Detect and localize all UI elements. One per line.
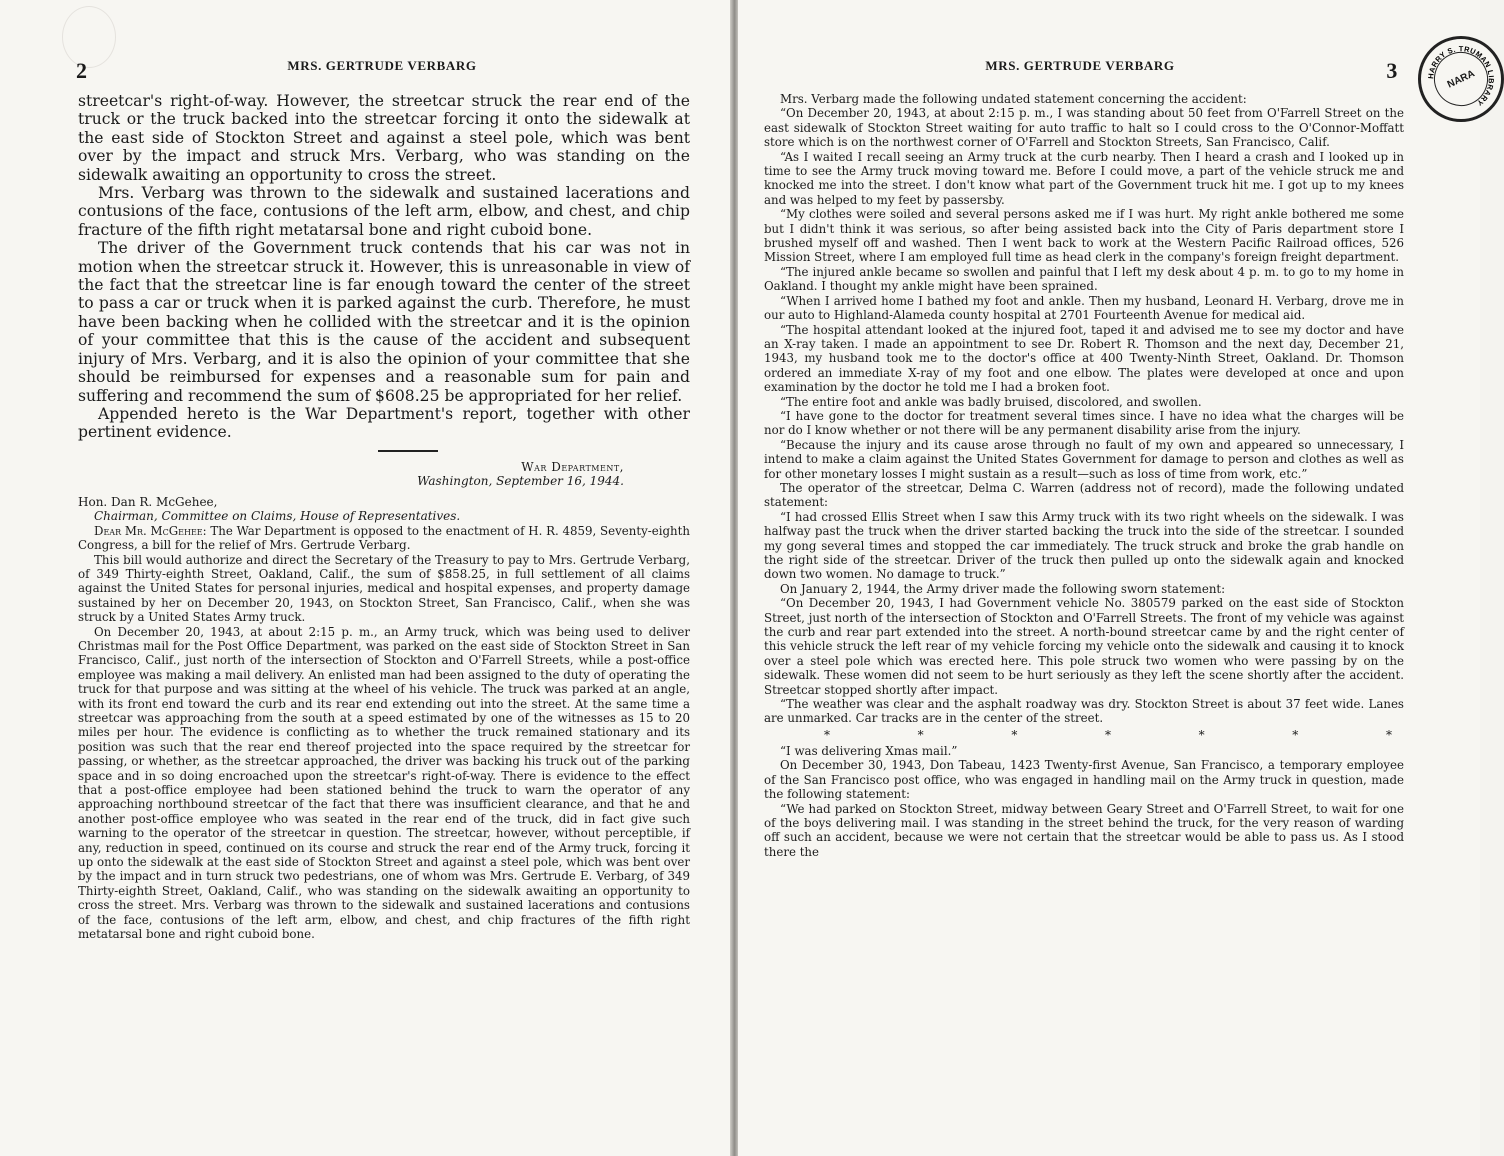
statement-paragraph: “Because the injury and its cause arose through no fault of my own and appeared so unnecessary, I intend to make a claim against the United States Government for damage to person and clothes as well as for other monetary losses I might sustain as a result—such as loss of time from work, etc.”	[764, 437, 1404, 481]
page-right	[738, 0, 1496, 1156]
letter-paragraph: On December 20, 1943, at about 2:15 p. m., an Army truck, which was being used to deliver Christmas mail for the Post Office Department, was parked on the east side of Stockton Street in San Francisco, Calif., just north of the intersection of Stockton and O'Farrell Streets, while a post-office employee was making a mail delivery. An enlisted man had been assigned to the duty of operating the truck for that purpose and was sitting at the wheel of his vehicle. The truck was parked at an angle, with its front end toward the curb and its rear end extending out into the street. At the same time a streetcar was approaching from the south at a speed estimated by one of the witnesses as 15 to 20 miles per hour. The evidence is conflicting as to whether the truck remained stationary and its position was such that the rear end thereof projected into the space required by the streetcar for passing, or whether, as the streetcar approached, the driver was backing his truck out of the parking space and in so doing encroached upon the streetcar's right-of-way. There is evidence to the effect that a post-office employee had been stationed behind the truck to warn the operator of any approaching northbound streetcar of the fact that there was insufficient clearance, and that he and another post-office employee who was seated in the rear end of the truck, did in fact give such warning to the operator of the streetcar in question. The streetcar, however, without perceptible, if any, reduction in speed, continued on its course and struck the rear end of the Army truck, forcing it up onto the sidewalk at the east side of Stockton Street and against a steel pole, which was bent over by the impact and in turn struck two pedestrians, one of whom was Mrs. Gertrude E. Verbarg, of 349 Thirty-eighth Street, Oakland, Calif., who was standing on the sidewalk awaiting an opportunity to cross the street. Mrs. Verbarg was thrown to the sidewalk and sustained lacerations and contusions of the face, contusions of the left arm, elbow, and chest, and chip fractures of the fifth right metatarsal bone and right cuboid bone.	[78, 624, 690, 942]
statement-paragraph: “As I waited I recall seeing an Army truck at the curb nearby. Then I heard a crash and I looked up in time to see the Army truck moving toward me. Before I could move, a part of the vehicle struck me and knocked me into the street. I don't know what part of the Government truck hit me. I got up to my knees and was helped to my feet by passersby.	[764, 149, 1404, 207]
star: *	[1385, 727, 1392, 742]
report-paragraph: The driver of the Government truck contends that his car was not in motion when the streetcar struck it. However, this is unreasonable in view of the fact that the streetcar line is far enough toward the center of the street to pass a car or truck when it is parked against the curb. Therefore, he must have been backing when he collided with the streetcar and it is the opinion of your committee that this is the cause of the accident and subsequent injury of Mrs. Verbarg, and it is also the opinion of your committee that she should be reimbursed for expenses and a reasonable sum for pain and suffering and recommend the sum of $608.25 be appropriated for her relief.	[78, 239, 690, 405]
statement-paragraph: “The hospital attendant looked at the injured foot, taped it and advised me to see my doctor and have an X-ray taken. I made an appointment to see Dr. Robert R. Thomson and the next day, December 21, 1943, my husband took me to the doctor's office at 400 Twenty-Ninth Street, Oakland. Dr. Thomson ordered an immediate X-ray of my foot and one elbow. The plates were developed at once and upon examination by the doctor he told me I had a broken foot.	[764, 322, 1404, 395]
statement-paragraph: “The entire foot and ankle was badly bruised, discolored, and swollen.	[780, 394, 1202, 409]
statement-paragraph: “I had crossed Ellis Street when I saw this Army truck with its two right wheels on the sidewalk. I was halfway past the truck when the driver started backing the truck into the side of the streetcar. I sounded my gong several times and stopped the car immediately. The truck struck and broke the grab handle on the right side of the streetcar. Driver of the truck then pulled up onto the sidewalk again and knocked down two women. No damage to truck.”	[764, 509, 1404, 582]
addressee-name: Hon. Dan R. McGehee,	[78, 494, 218, 509]
letter-addressee	[78, 495, 690, 524]
statement-paragraph: The operator of the streetcar, Delma C. Warren (address not of record), made the following undated statement:	[764, 480, 1404, 510]
statement-paragraph: “I was delivering Xmas mail.”	[780, 743, 958, 758]
star: *	[1011, 727, 1018, 742]
war-department-letter	[78, 524, 690, 942]
running-title: MRS. GERTRUDE VERBARG	[287, 58, 477, 73]
star: *	[1104, 727, 1111, 742]
star: *	[1198, 727, 1205, 742]
dateline-date: Washington, September 16, 1944.	[417, 474, 624, 489]
dateline-org: War Department,	[521, 459, 624, 474]
right-column	[764, 92, 1404, 859]
section-rule	[378, 450, 438, 452]
report-paragraph: streetcar's right-of-way. However, the streetcar struck the rear end of the truck or the truck backed into the streetcar forcing it onto the sidewalk at the east side of Stockton Street and against a steel pole, which was bent over by the impact and struck Mrs. Verbarg, who was standing on the sidewalk awaiting an opportunity to cross the street.	[78, 92, 690, 184]
running-head-right	[762, 58, 1398, 82]
statement-paragraph: “The injured ankle became so swollen and painful that I left my desk about 4 p. m. to go to my home in Oakland. I thought my ankle might have been sprained.	[764, 264, 1404, 294]
left-column	[78, 92, 690, 942]
running-head-left	[76, 58, 688, 82]
star: *	[1292, 727, 1299, 742]
star: *	[824, 727, 830, 742]
report-paragraph: Appended hereto is the War Department's report, together with other pertinent evidence.	[78, 404, 690, 442]
statement-paragraph: “We had parked on Stockton Street, midway between Geary Street and O'Farrell Street, to wait for one of the boys delivering mail. I was standing in the street behind the truck, for the very reason of warding off such an accident, because we were not certain that the streetcar would be able to pass us. As I stood there the	[764, 801, 1404, 859]
statement-paragraph: “The weather was clear and the asphalt roadway was dry. Stockton Street is about 37 feet wide. Lanes are unmarked. Car tracks are in the center of the street.	[764, 697, 1404, 726]
star: *	[917, 727, 924, 742]
ellipsis-stars	[764, 726, 1404, 744]
statement-paragraph: On January 2, 1944, the Army driver made the following sworn statement:	[780, 581, 1226, 596]
statement-paragraph: “On December 20, 1943, at about 2:15 p. m., I was standing about 50 feet from O'Farrell Street on the east sidewalk of Stockton Street waiting for auto traffic to halt so I could cross to the O'Connor-Moffatt store which is on the northwest corner of O'Farrell and Stockton Streets, San Francisco, Calif.	[764, 106, 1404, 150]
page-number: 3	[1386, 58, 1398, 83]
page-left	[0, 0, 732, 1156]
letter-opening: The War Department is opposed to the enactment of H. R. 4859, Seventy-eighth Congress, a bill for the relief of Mrs. Gertrude Verbarg.	[78, 523, 690, 553]
letter-salutation: Dear Mr. McGehee:	[94, 523, 207, 538]
statement-paragraph: Mrs. Verbarg made the following undated statement concerning the accident:	[780, 92, 1247, 106]
statement-paragraph: “On December 20, 1943, I had Government vehicle No. 380579 parked on the east side of Stockton Street, just north of the intersection of Stockton and O'Farrell Streets. The front of my vehicle was against the curb and rear part extended into the street. A north-bound streetcar came by and the right center of this vehicle struck the left rear of my vehicle forcing my vehicle onto the sidewalk and causing it to knock over a steel pole which was erected here. This pole struck two women who were passing by on the sidewalk. These women did not seem to be hurt seriously as they left the scene shortly after the accident. Streetcar stopped shortly after impact.	[764, 596, 1404, 697]
statement-paragraph: “When I arrived home I bathed my foot and ankle. Then my husband, Leonard H. Verbarg, drove me in our auto to Highland-Alameda county hospital at 2701 Fourteenth Avenue for medical aid.	[764, 293, 1404, 323]
letter-paragraph: This bill would authorize and direct the Secretary of the Treasury to pay to Mrs. Gertrude Verbarg, of 349 Thirty-eighth Street, Oakland, Calif., the sum of $858.25, in full settlement of all claims against the United States for personal injuries, medical and hospital expenses, and property damage sustained by her on December 20, 1943, on Stockton Street, San Francisco, Calif., when she was struck by a United States Army truck.	[78, 552, 690, 625]
running-title: MRS. GERTRUDE VERBARG	[985, 58, 1175, 73]
committee-report	[78, 92, 690, 442]
addressee-title: Chairman, Committee on Claims, House of Representatives.	[94, 509, 461, 524]
letter-paragraph	[78, 524, 690, 553]
statement-paragraph: “I have gone to the doctor for treatment several times since. I have no idea what the charges will be nor do I know whether or not there will be any permanent disability arise from the injury.	[764, 408, 1404, 438]
statement-paragraph: “My clothes were soiled and several persons asked me if I was hurt. My right ankle bothered me some but I didn't think it was serious, so after being assisted back into the City of Paris department store I brushed myself off and washed. Then I went back to work at the Western Pacific Railroad offices, 526 Mission Street, where I am employed full time as head clerk in the company's foreign freight department.	[764, 207, 1404, 265]
stamp-center: NARA	[1425, 43, 1497, 115]
truman-library-stamp	[1418, 36, 1504, 122]
page-number: 2	[76, 58, 88, 83]
letter-dateline	[78, 460, 690, 489]
statement-paragraph: On December 30, 1943, Don Tabeau, 1423 Twenty-first Avenue, San Francisco, a temporary employee of the San Francisco post office, who was engaged in handling mail on the Army truck in question, made the following statement:	[764, 758, 1404, 802]
report-paragraph: Mrs. Verbarg was thrown to the sidewalk and sustained lacerations and contusions of the face, contusions of the left arm, elbow, and chest, and chip fracture of the fifth right metatarsal bone and right cuboid bone.	[78, 184, 690, 239]
stamp-ring-label: HARRY S. TRUMAN LIBRARY	[1426, 44, 1496, 108]
